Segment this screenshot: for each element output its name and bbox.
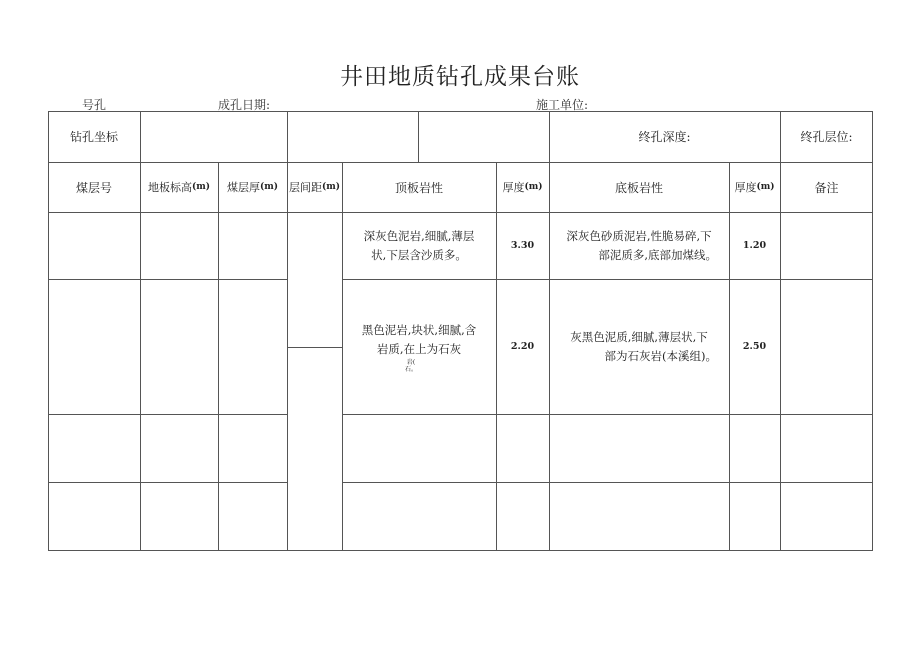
roof-lithology-cell [342,279,496,414]
header-roof-thickness [496,162,549,212]
header-layer-spacing-text: 层间距 [288,181,322,194]
floor-lithology-line: 灰黑色泥质,细腻,薄层状,下 [570,329,708,344]
hole-number-label: 号孔 [82,98,107,112]
completion-date-label: 成孔日期: [218,98,271,112]
header-seam-number: 煤层号 [75,180,112,195]
roof-lithology-line: 岩质,在上为石灰 [376,341,462,356]
header-thickness-text: 厚度 [734,181,757,194]
document-title: 井田地质钻孔成果台账 [340,64,580,90]
floor-lithology-line: 深灰色砂质泥岩,性脆易碎,下 [566,228,712,243]
header-floor-thickness [729,162,780,212]
roof-lithology-small-text: 岩( [406,358,416,366]
header-remarks: 备注 [814,180,839,195]
roof-thickness-value: 2.20 [510,341,535,352]
roof-lithology-line: 状,下层含沙质多。 [371,247,467,262]
roof-lithology-line: 黑色泥岩,块状,细腻,含 [361,322,477,337]
header-roof-lithology: 顶板岩性 [394,180,443,195]
roof-thickness-value: 3.30 [510,240,535,251]
drill-coordinate-label: 钻孔坐标 [69,130,118,144]
header-floor-lithology: 底板岩性 [614,180,663,195]
header-unit: (m) [524,182,543,192]
header-layer-spacing [287,162,342,212]
roof-lithology-small-text: 石。 [404,365,417,373]
final-layer-label: 终孔层位: [800,130,853,144]
construction-unit-label: 施工单位: [536,98,589,112]
floor-lithology-line: 部泥质多,底部加煤线。 [598,247,717,262]
header-floor-elevation [140,162,218,212]
header-floor-elevation-text: 地板标高 [147,181,192,194]
header-unit: (m) [321,182,341,192]
floor-lithology-cell [549,279,729,414]
header-unit: (m) [259,182,279,192]
floor-lithology-line: 部为石灰岩(本溪组)。 [604,348,717,363]
header-thickness-text: 厚度 [502,181,525,194]
header-seam-thickness-text: 煤层厚 [226,181,260,194]
roof-lithology-line: 深灰色泥岩,细腻,薄层 [363,228,475,243]
floor-thickness-value: 2.50 [742,341,767,352]
final-depth-label: 终孔深度: [638,130,691,144]
floor-lithology-cell [549,212,729,279]
header-unit: (m) [191,182,211,192]
header-unit: (m) [756,182,775,192]
roof-lithology-cell [342,212,496,279]
header-seam-thickness [218,162,287,212]
floor-thickness-value: 1.20 [742,240,767,251]
